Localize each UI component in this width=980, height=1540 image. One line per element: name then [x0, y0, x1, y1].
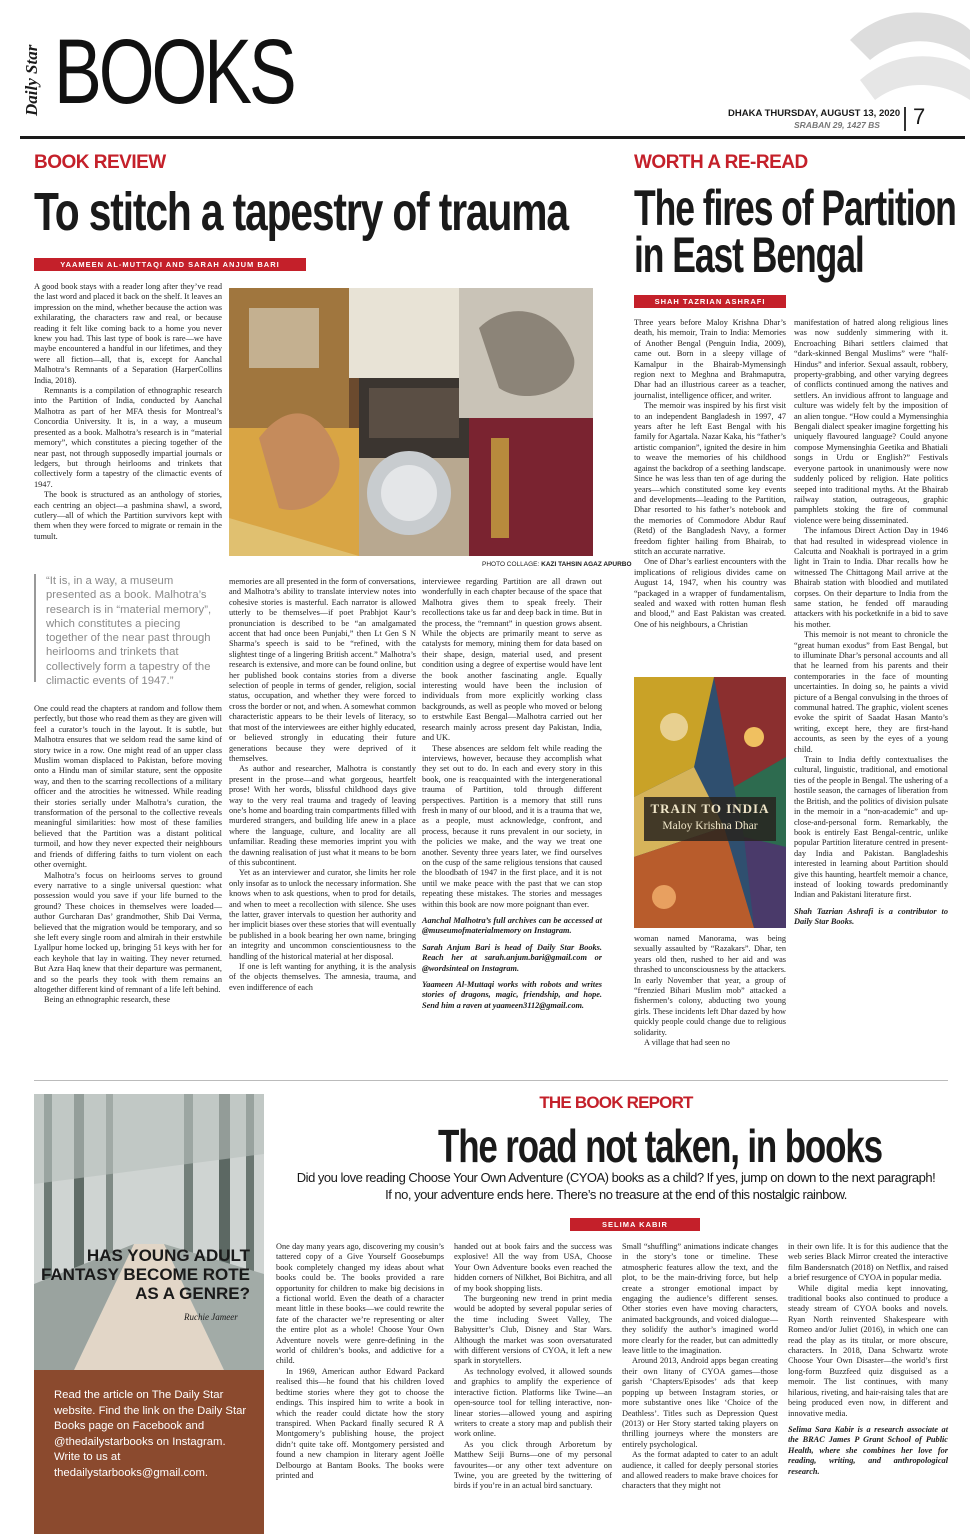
reread-headline-line-2: in East Bengal [634, 227, 864, 283]
review-headline: To stitch a tapestry of trauma [34, 182, 568, 242]
reread-headline-line-1: The fires of Partition [634, 180, 956, 236]
reread-column-2 [794, 318, 948, 1036]
masthead-rule [20, 136, 965, 139]
paragraph: One of Dhar’s earliest encounters with the implications of religious divides came on August 14, 1947, when his country was “packaged in a wrapper of fundamentalism, sealed and waxed with rotten human flesh and blood,” and East Pakistan was created. One of his neighbours, a Christian [634, 557, 786, 629]
paragraph: Yet as an interviewer and curator, she limits her role only insofar as to unlock the necessary information. She knows when to ask questions, when to prod for details, and when to meet a recollection with silence. She uses the latter, graver intervals to question her authority and her implicit biases over these stories that will eventually be published in a book bearing her own name, bringing an integrity and uncommon conscientiousness to the handling of the historical material at her disposal. [229, 868, 416, 961]
paragraph: The burgeoning new trend in print media would be adopted by several popular series of the time including Sweet Valley, The Babysitter’s Club, Disney and Star Wars. Although the market was soon oversaturated with different versions of CYOA, it left a new spark in storytellers. [454, 1294, 612, 1366]
paragraph: As technology evolved, it allowed sounds and graphics to amplify the experience of interactive fiction. Platforms like Twine—an open-source tool for telling interactive, non-linear stories—allowed young and aspiring writers to create a story map and publish their work online. [454, 1366, 612, 1439]
review-column-1-top [34, 282, 222, 570]
page-number: 7 [913, 104, 926, 129]
report-column-4 [788, 1242, 948, 1534]
paragraph: One day many years ago, discovering my cousin’s tattered copy of a Give Yourself Goosebumps book completely changed my ideas about what books could be. The books provided a rare opportunity for children to make big decisions in a fictional world. Even the death of a character meant little in these books—we could rewrite the fate of the character we’re representing or alter the entire plot as a whole! Choose Your Own Adventure novels were genre-defining in the world of children’s books, and addictive for a child. [276, 1242, 444, 1366]
bangla-date: SRABAN 29, 1427 BS [794, 120, 880, 130]
report-headline: The road not taken, in books [438, 1120, 882, 1172]
paragraph: If one is left wanting for anything, it is the analysis of the objects themselves. The amnesia, trauma, and even indifference of each [229, 962, 416, 992]
report-deck [274, 1170, 958, 1203]
dateline: DHAKA THURSDAY, AUGUST 13, 2020 [728, 108, 901, 119]
paragraph: interviewee regarding Partition are all drawn out wonderfully in each chapter because of the space that Malhotra gives them to speak freely. Their recollections take us far and deep back in time. But in the process, the “remnant” in question grows absent. While the objects are primarily meant to serve as catalysts for memory, mining them for data based on their shape, design, material used, and present condition using a degree of expertise would have lent the book another fascinating angle. Equally interesting would have been the inclusion of individuals from more explicitly working class backgrounds, as well as people who moved or belong to erstwhile East Bengal—Malhotra carried out her research mainly across present day Pakistan, India, and UK. [422, 577, 602, 743]
book-cover-author: Maloy Krishna Dhar [662, 820, 758, 832]
section-divider [34, 1080, 948, 1081]
paragraph: Train to India deftly contextualises the cultural, linguistic, traditional, and emotional ties of the people in Bengal. The ushering of a hostile season, the carnages of liberation from the British, and the politics of division pulsate in the memoir in a “non-academic” and up-close-and-personal form. Remarkably, the book is entirely East Bengal-centric, unlike popular Partition literature centred in present-day India and Pakistan. Bangladeshis interested in learning about Partition should give this haunting, heartfelt memoir a chance, instead of looking towards predominantly Indian and Pakistani literature first. [794, 755, 948, 900]
paragraph: The memoir was inspired by his first visit to an independent Bangladesh in 1997, 47 years after he left East Bengal with his family for Agartala. Nazar Kaka, his “father’s artistic companion”, ignited the desire in him to weave the memories of his childhood against the backdrop of a seething landscape. Since he was less than ten of age during the years—which constituted some key events and developments—leading to the Partition, Dhar resorted to his father’s notebook and the memories of Commodore Abdur Rauf (Retd) of the Bangladesh Navy, a former freedom fighter hailing from Bhairab, to stitch an accurate narrative. [634, 401, 786, 556]
report-deck-line: Did you love reading Choose Your Own Adventure (CYOA) books as a child? If yes, jump on down to the next paragraph! [296, 1170, 936, 1185]
dateline-divider [904, 107, 906, 131]
paragraph: In 1969, American author Edward Packard realised this—he found that his children loved bedtime stories where they got to choose the endings. This inspired him to write a book in which the reader could dictate how the story transpired. When Packard finally secured R A Montgomery’s publishing house, the project didn’t quite take off. Montgomery persisted and found a new champion in literary agent Joëlle Delbourgo at Bantam Books. The books were printed and [276, 1366, 444, 1480]
paragraph: As author and researcher, Malhotra is constantly present in the prose—and what gorgeous, heartfelt prose! With her words, blissful childhood days give way to the very real trauma and tragedy of leaving one’s home and boarding train compartments filled with murdered strangers, and building life anew in a place where the language, culture, and locality are all unfamiliar. Reading these memories imprint you with the dawning realisation of just what it means to be born of this subcontinent. [229, 764, 416, 867]
paragraph: in their own life. It is for this audience that the web series Black Mirror created the interactive film Bandersnatch (2018) on Netflix, and raised a brief resurgence of CYOA in popular media. [788, 1242, 948, 1283]
author-note: Sarah Anjum Bari is head of Daily Star Books. Reach her at sarah.anjum.bari@gmail.com or @wordsinteal on Instagram. [422, 942, 602, 973]
report-column-1 [276, 1242, 444, 1534]
author-note: Shah Tazrian Ashrafi is a contributor to Daily Star Books. [794, 906, 948, 927]
report-column-2 [454, 1242, 612, 1534]
forest-road-image [34, 1094, 264, 1370]
paragraph: These absences are seldom felt while reading the interviews, however, because they accomplish what they set out to do. In each and every story in this book, one is reacquainted with the intergenerational trauma of Partition, told through different perspectives. Partition is a memory that still runs fresh in many of our blood, and it is a trauma that we, as a people, must acknowledge, confront, and process, because it runs prevalent in our society, in the policies we make, and the way we treat one another. Seventy three years later, we find ourselves on the cusp of the same religious tensions that caused the bloodbath of 1947 in the first place, and it is not until we make peace with the past that we can stop repeating these mistakes. The stories and messages within this book are now more poignant than ever. [422, 743, 602, 909]
promo-title-line: FANTASY BECOME ROTE [40, 1265, 250, 1284]
reread-byline: SHAH TAZRIAN ASHRAFI [634, 295, 786, 308]
promo-signature: Ruchie Jameer [184, 1312, 238, 1322]
collage-image [229, 288, 593, 556]
report-byline: SELIMA KABIR [570, 1218, 700, 1231]
paragraph: Remnants is a compilation of ethnographic research into the Partition of India, conducted by Aanchal Malhotra as part of her MFA thesis for Montreal’s Concordia University. It is, in a way, a museum presented as a book. Malhotra’s research is in “material memory”, which constitutes a piecing together of the near past, not through supposedly impartial journals or ledgers, but through heirlooms and trinkets that collectively form a tapestry of the climactic events of 1947. [34, 386, 222, 489]
review-column-2 [229, 577, 416, 1035]
paragraph: Small “shuffling” animations indicate changes in the story’s tone or timeline. These atmospheric features allow the text, and the plot, to be the main-driving force, but help create a stronger emotional impact by engaging the audience’s different senses. Other stories even have moving characters, animated backgrounds, and voiced dialogue—they solidify the author’s imagined world more clearly for the reader, but can admittedly leave little to the imagination. [622, 1242, 778, 1356]
book-cover [634, 677, 786, 928]
paragraph: The infamous Direct Action Day in 1946 that had resulted in widespread violence in Calcutta and Noakhali is portrayed in a grim light in Train to India. Dhar recalls how he witnessed The Chittagong Mail arrive at the Bhairab station with bloodied and mutilated corpses. On their departure to India from the same station, he fended off marauding attackers with his pocketknife in a bid to save his mother. [794, 526, 948, 629]
reread-column-1-bottom [634, 934, 786, 1048]
review-byline: YAAMEEN AL-MUTTAQI AND SARAH ANJUM BARI [34, 258, 306, 271]
book-cover-title-panel [644, 797, 776, 841]
pull-quote [34, 574, 222, 688]
author-note: Yaameen Al-Muttaqi works with robots and writes stories of dragons, magic, friendship, and hope. Send him a raven at yaameen3112@gmail.com. [422, 980, 602, 1010]
photo-collage [229, 288, 593, 556]
paragraph: As the format adapted to cater to an adult audience, it called for deeply personal stories and allowed readers to make brave choices for characters that they might not [622, 1450, 778, 1491]
promo-title-line: HAS YOUNG ADULT [86, 1246, 250, 1265]
pull-quote-text: “It is, in a way, a museum presented as a book. Malhotra’s research is in “material memory”, which constitutes a piecing together of the near past through heirlooms and trinkets that collectively form a tapestry of the climactic events of 1947.” [46, 575, 212, 688]
review-column-3 [422, 577, 602, 1037]
paragraph: The book is structured as an anthology of stories, each centring an object—a pashmina shawl, a sword, cutlery—all of which the Partition survivors kept with them when they were forced to migrate or remain in the tumult. [34, 490, 222, 541]
report-deck-line: If no, your adventure ends here. There’s no treasure at the end of this nostalgic rainbow. [385, 1186, 847, 1202]
promo-text: Read the article on The Daily Star website. Find the link on the Daily Star Books page on Facebook and @thedailystarbooks on Instagram. Write to us at thedailystarbooks@gmail.com. [54, 1389, 247, 1479]
masthead [0, 0, 980, 140]
paragraph: As you click through Arboretum by Matthew Seiji Burns—one of my personal favourites—or any other text adventure on Twine, you are greeted by the twittering of birds if you’re in an actual bird sanctuary. [454, 1439, 612, 1491]
paragraph: handed out at book fairs and the success was explosive! All the way from USA, Choose Your Own Adventure books even reached the hidden corners of Nilkhet, Boi Bichitra, and all of my book shopping lists. [454, 1242, 612, 1293]
review-column-1-bottom [34, 704, 222, 1034]
reread-column-1-top [634, 318, 786, 670]
masthead-swirl-logo [830, 0, 970, 110]
reread-kicker: WORTH A RE-READ [634, 152, 808, 173]
promo-image [34, 1094, 264, 1370]
book-cover-title: TRAIN TO INDIA [650, 801, 770, 816]
promo-box [34, 1094, 264, 1534]
photo-credit-label: PHOTO COLLAGE: [482, 561, 540, 568]
section-title: BOOKS [54, 21, 294, 123]
paragraph: memories are all presented in the form of conversations, and Malhotra’s ability to translate interview notes into cohesive stories is masterful. Each narrator is allowed utterly to be themselves—if poet Prabhjot Kaur’s pronunciation is described to be “an amalgamated accent that had once been Punjabi,” then Lt Gen S N Sharma’s speech is said to be “refined, with the slightest tinge of a lingering British accent.” Malhotra’s research is extensive, and more can be found online, but her published book contains stories from a diverse selection of people in terms of gender, religion, social status, occupation, and whether they were forced to cross the border or not, and when. A somewhat common characteristic appears to be their levels of literacy, so that most of the interviewees are either highly educated, or believed strongly in educating their future generations because they were deprived of it themselves. [229, 577, 416, 763]
photo-credit-name: KAZI TAHSIN AGAZ APURBO [541, 561, 632, 568]
paragraph: While digital media kept innovating, traditional books also continued to produce a steady stream of CYOA books and novels. Ryan North reinvented Shakespeare with Romeo and/or Juliet (2016), in which one can read the play as its titular, or more obscure, characters. In 2018, Dana Schwartz wrote Choose Your Own Disaster—the world’s first long-form Buzzfeed quiz disguised as a memoir. The list continues, with many hilarious, riveting, and hair-raising tales that are being produced even now, in different and innovative media. [788, 1283, 948, 1418]
paragraph: This memoir is not meant to chronicle the “great human exodus” from East Bengal, but to illuminate Dhar’s personal accounts and all that he learned from his parents and their contemporaries in the face of mounting uncertainties. In doing so, he paints a vivid picture of a Bengal convulsing in the throes of communal hatred. The graphic, violent scenes evoke the spirit of Saadat Hasan Manto’s writing, except here, they are first-hand accounts, as seen by the eyes of a young child. [794, 630, 948, 754]
promo-title-line: AS A GENRE? [135, 1284, 250, 1303]
paragraph: Around 2013, Android apps began creating their own litany of CYOA games—those garish ‘Chapters/Episodes’ ads that keep popping up between Instagram stories, or more substantive ones like ‘Choice of the Deathless’. Titles such as Depression Quest (2013) or Her Story started taking players on thrilling journeys where the monsters are entirely psychological. [622, 1356, 778, 1449]
paragraph: Being an ethnographic research, these [44, 995, 171, 1005]
report-column-3 [622, 1242, 778, 1534]
paragraph: A village that had seen no [644, 1038, 730, 1048]
review-kicker: BOOK REVIEW [34, 152, 166, 173]
paragraph: Malhotra’s focus on heirlooms serves to ground every narrative to a single universal question: what possession would you save if your life burned to the ground? These choices in themselves were loaded—author Gurcharan Das’ grandmother, Shib Dai Verma, believed that the migration would be temporary, and so she left every single room and almirah in their erstwhile Lyallpur home locked up, bringing 51 keys with her for each keyhole that lay in waiting. They never returned. But Azra Haq knew that their departure was permanent, and so the pearls they took with them remains an altogether different kind of remnant of a life left behind. [34, 870, 222, 994]
author-note: Selima Sara Kabir is a research associate at the BRAC James P Grant School of Public Health, where she combines her love for reading, writing, and anthropological research. [788, 1424, 948, 1476]
report-kicker: THE BOOK REPORT [539, 1093, 693, 1112]
paragraph: manifestation of hatred along religious lines was now suddenly simmering with it. Encroaching Bihari settlers claimed that “dark-skinned Bengal Muslims” were “half-Hindus” and inferior. Sexual assault, robbery, property-grabbing, and other varying degrees of conflicts continued among the natives and settlers. An invidious affront to language and culture was widely felt by the imposition of an alien tongue. “How could a Mymensinghia Bengali dialect speaker imagine forgetting his uniquely flavoured language? Could anyone compose Mymensinghia Geetika and Bhatiali songs in Urdu or English?” Festivals everyone partook in unanimously were now suddenly policed by religion. Hate politics seeped into traditional myths. At the Bhairab railway station, outrageous, graphic pamphlets stoking the fire of communal violence were being disseminated. [794, 318, 948, 525]
promo-image-title [34, 1246, 262, 1303]
paper-name-logo: Daily Star [22, 44, 41, 116]
promo-text-panel [34, 1370, 264, 1534]
paragraph: woman named Manorama, was being sexually assaulted by “Razakars”. Dhar, ten years old then, rushed to her aid and was thrashed to unconsciousness by the attackers. In early November that year, a group of “frenzied Bihari Muslim mob” attacked a fishermen’s colony, abducting two young girls. These incidents left Dhar dazed by how quickly people could change due to religious solidarity. [634, 934, 786, 1037]
photo-credit [482, 561, 632, 568]
author-note: Aanchal Malhotra’s full archives can be accessed at @museumofmaterialmemory on Instagram. [422, 916, 602, 936]
paragraph: One could read the chapters at random and follow them perfectly, but those who read them as they are given will feel a curator’s touch in the layout. It is subtle, but Malhotra ensures that we seldom read the same kind of story twice in a row. One might read of an upper class Muslim woman displaced to Pakistan, before moving onto a Hindu man of similar stature, sent the opposite way, and then to the scarring recollections of a military officer and the atrocities he witnessed. While reading their stories serially under Malhotra’s curation, the transformation of the personal to the collective reveals meaningful similarities: how most of these families believed that the Partition was a distant political turmoil, and how they never expected their neighbours and friends of differing faiths to turn violent on each other overnight. [34, 704, 222, 870]
paragraph: A good book stays with a reader long after they’ve read the last word and placed it back on the shelf. It leaves an impression on the mind, whether because the action was exhilarating, the characters raw and real, or because reading it felt like coming back to a home you never knew you had. This last type of book is rare—we have maybe encountered a handful in our lifetimes, and they were all fiction—all, that is, except for Aanchal Malhotra’s Remnants of a Separation (HarperCollins India, 2018). [34, 282, 222, 385]
paragraph: Three years before Maloy Krishna Dhar’s death, his memoir, Train to India: Memories of Another Bengal (Penguin India, 2009), came out. Born in a sleepy village of Kamalpur in the Bhairab-Mymensingh region next to Meghna and Brahmaputra, Dhar had an illustrious career as a teacher, journalist, intelligence officer, and writer. [634, 318, 786, 400]
